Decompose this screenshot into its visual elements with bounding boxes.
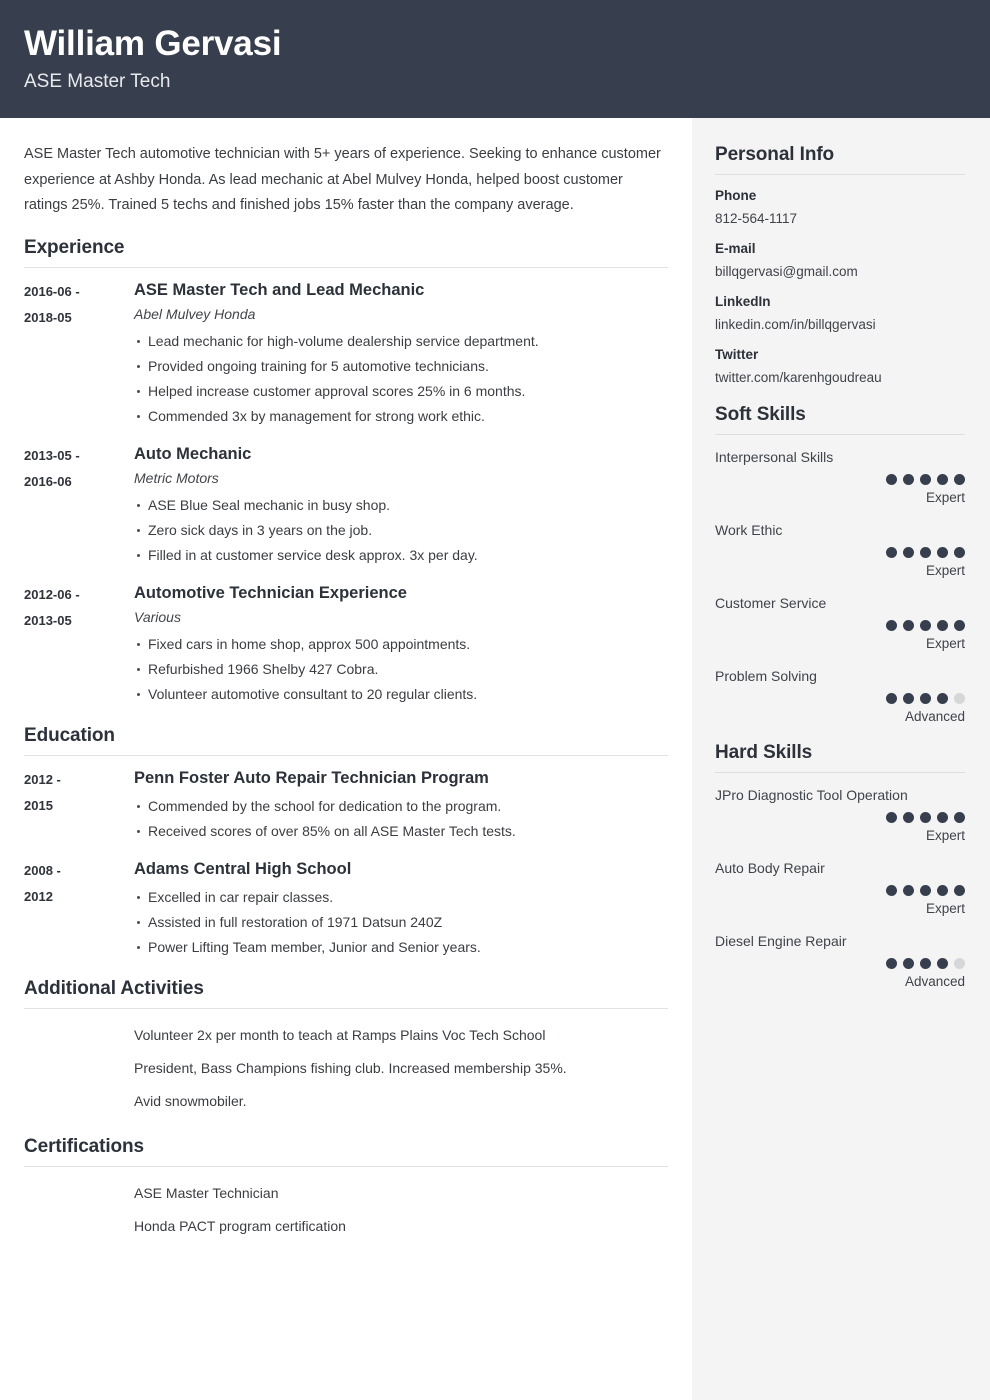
skill-item [715,857,965,918]
bullet-item: Received scores of over 85% on all ASE Master Tech tests. [148,819,668,844]
resume-header [0,0,990,118]
sidebar-title-soft-skills: Soft Skills [715,404,806,425]
rating-dot-filled [954,547,965,558]
entry-company: Metric Motors [134,469,219,486]
entry-school-name: Adams Central High School [134,859,352,878]
section-experience [24,235,668,707]
section-title-education: Education [24,724,115,746]
entry-body [134,766,668,844]
info-label-phone: Phone [715,188,757,203]
section-title-additional-activities: Additional Activities [24,977,204,999]
bullet-item: Lead mechanic for high-volume dealership service department. [148,329,668,354]
skill-name: Diesel Engine Repair [715,933,847,949]
rating-dot-filled [920,547,931,558]
entry-bullet-list [134,632,668,707]
personal-info-item [715,292,965,335]
rating-dot-filled [886,547,897,558]
sidebar-divider [715,174,965,175]
skill-rating-dots [715,693,965,704]
experience-entry [24,442,668,568]
skill-level-label: Expert [925,563,965,578]
entry-date-range [24,278,134,429]
rating-dot-filled [954,620,965,631]
rating-dot-filled [886,958,897,969]
skill-level-label: Expert [925,828,965,843]
entry-body [134,1019,668,1118]
skill-item [715,784,965,845]
entry-body [134,278,668,429]
rating-dot-filled [920,474,931,485]
entry-date-end: 2016-06 [24,473,72,489]
sidebar-title-personal-info: Personal Info [715,144,835,165]
list-item: President, Bass Champions fishing club. Increased membership 35%. [134,1059,567,1076]
list-item: Volunteer 2x per month to teach at Ramps Plains Voc Tech School [134,1026,546,1043]
list-item: ASE Master Technician [134,1184,279,1201]
skill-name: JPro Diagnostic Tool Operation [715,787,908,803]
skill-level-label: Advanced [904,709,965,724]
info-value-linkedin[interactable]: linkedin.com/in/billqgervasi [715,317,876,332]
entry-date-spacer [24,1177,134,1243]
sidebar-section-soft-skills [715,402,965,726]
personal-info-item [715,186,965,229]
entry-bullet-list [134,329,668,429]
bullet-item: Refurbished 1966 Shelby 427 Cobra. [148,657,668,682]
experience-entry [24,278,668,429]
entry-body [134,581,668,707]
personal-info-item [715,345,965,388]
rating-dot-filled [903,693,914,704]
skill-level-label: Expert [925,490,965,505]
skill-item [715,592,965,653]
section-divider [24,267,668,268]
bullet-item: Commended 3x by management for strong work ethic. [148,404,668,429]
bullet-item: Provided ongoing training for 5 automotive technicians. [148,354,668,379]
bullet-item: Assisted in full restoration of 1971 Datsun 240Z [148,910,668,935]
bullet-item: Power Lifting Team member, Junior and Senior years. [148,935,668,960]
skill-rating-dots [715,958,965,969]
bullet-item: Fixed cars in home shop, approx 500 appointments. [148,632,668,657]
skill-level-label: Advanced [904,974,965,989]
section-certifications [24,1134,668,1243]
rating-dot-filled [920,885,931,896]
entry-date-start: 2013-05 - [24,447,80,463]
entry-date-start: 2008 - [24,862,61,878]
info-label-email: E-mail [715,241,756,256]
rating-dot-filled [920,812,931,823]
rating-dot-empty [954,693,965,704]
entry-bullet-list [134,794,668,844]
rating-dot-filled [954,885,965,896]
rating-dot-filled [937,693,948,704]
entry-date-end: 2018-05 [24,309,72,325]
rating-dot-filled [903,958,914,969]
certifications-list [134,1177,668,1243]
entry-body [134,1177,668,1243]
rating-dot-filled [920,958,931,969]
entry-job-title: Auto Mechanic [134,444,252,463]
entry-bullet-list [134,493,668,568]
resume-body [0,118,990,1400]
sidebar-title-hard-skills: Hard Skills [715,742,813,763]
section-title-experience: Experience [24,236,125,258]
section-divider [24,1166,668,1167]
skill-name: Problem Solving [715,668,817,684]
skill-rating-dots [715,885,965,896]
section-education [24,723,668,960]
section-title-certifications: Certifications [24,1135,145,1157]
summary-paragraph: ASE Master Tech automotive technician with 5+ years of experience. Seeking to enhance customer experience at Ashby Honda. As lead mechanic at Abel Mulvey Honda, helped boost customer ratings 25%. Trained 5 techs and finished jobs 15% faster than the company average. [24,146,661,213]
rating-dot-filled [903,620,914,631]
entry-company: Various [134,608,181,625]
bullet-item: Excelled in car repair classes. [148,885,668,910]
skill-item [715,930,965,991]
entry-date-range [24,581,134,707]
entry-body [134,442,668,568]
main-column [0,118,692,1400]
rating-dot-filled [886,812,897,823]
section-additional-activities [24,976,668,1118]
skill-name: Customer Service [715,595,827,611]
rating-dot-filled [886,474,897,485]
rating-dot-filled [954,812,965,823]
skill-name: Interpersonal Skills [715,449,834,465]
sidebar-section-hard-skills [715,740,965,991]
entry-date-spacer [24,1019,134,1118]
entry-date-range [24,857,134,960]
rating-dot-filled [886,620,897,631]
certifications-entry [24,1177,668,1243]
rating-dot-filled [937,958,948,969]
entry-date-start: 2016-06 - [24,283,80,299]
experience-entry [24,581,668,707]
skill-rating-dots [715,474,965,485]
skill-name: Work Ethic [715,522,783,538]
skill-rating-dots [715,620,965,631]
rating-dot-filled [937,620,948,631]
rating-dot-filled [903,812,914,823]
education-entry [24,766,668,844]
skill-item [715,665,965,726]
education-entry [24,857,668,960]
bullet-item: Volunteer automotive consultant to 20 regular clients. [148,682,668,707]
sidebar-divider [715,434,965,435]
entry-job-title: Automotive Technician Experience [134,583,407,602]
info-value-email[interactable]: billqgervasi@gmail.com [715,264,858,279]
rating-dot-filled [920,693,931,704]
rating-dot-filled [937,547,948,558]
bullet-item: Helped increase customer approval scores 25% in 6 months. [148,379,668,404]
candidate-job-title: ASE Master Tech [24,71,171,92]
list-item: Honda PACT program certification [134,1217,346,1234]
skill-name: Auto Body Repair [715,860,825,876]
entry-date-end: 2012 [24,888,53,904]
info-value-twitter[interactable]: twitter.com/karenhgoudreau [715,370,882,385]
skill-rating-dots [715,812,965,823]
activities-entry [24,1019,668,1118]
list-item: Avid snowmobiler. [134,1092,247,1109]
rating-dot-filled [937,812,948,823]
rating-dot-empty [954,958,965,969]
entry-date-end: 2013-05 [24,612,72,628]
entry-date-end: 2015 [24,797,53,813]
section-divider [24,755,668,756]
info-label-twitter: Twitter [715,347,759,362]
rating-dot-filled [903,474,914,485]
entry-body [134,857,668,960]
bullet-item: Filled in at customer service desk approx. 3x per day. [148,543,668,568]
sidebar [692,118,990,1400]
info-label-linkedin: LinkedIn [715,294,771,309]
bullet-item: Zero sick days in 3 years on the job. [148,518,668,543]
rating-dot-filled [903,885,914,896]
entry-school-name: Penn Foster Auto Repair Technician Program [134,768,489,787]
info-value-phone[interactable]: 812-564-1117 [715,211,798,226]
entry-bullet-list [134,885,668,960]
bullet-item: Commended by the school for dedication to the program. [148,794,668,819]
skill-level-label: Expert [925,636,965,651]
entry-company: Abel Mulvey Honda [134,305,256,322]
entry-job-title: ASE Master Tech and Lead Mechanic [134,280,425,299]
entry-date-range [24,442,134,568]
section-divider [24,1008,668,1009]
entry-date-start: 2012-06 - [24,586,80,602]
rating-dot-filled [920,620,931,631]
skill-rating-dots [715,547,965,558]
sidebar-section-personal-info [715,142,965,388]
skill-item [715,519,965,580]
rating-dot-filled [954,474,965,485]
candidate-name: William Gervasi [24,24,282,63]
rating-dot-filled [937,474,948,485]
entry-date-start: 2012 - [24,771,61,787]
bullet-item: ASE Blue Seal mechanic in busy shop. [148,493,668,518]
rating-dot-filled [886,885,897,896]
activities-list [134,1019,668,1118]
rating-dot-filled [937,885,948,896]
rating-dot-filled [903,547,914,558]
skill-item [715,446,965,507]
sidebar-divider [715,772,965,773]
rating-dot-filled [886,693,897,704]
skill-level-label: Expert [925,901,965,916]
personal-info-item [715,239,965,282]
entry-date-range [24,766,134,844]
